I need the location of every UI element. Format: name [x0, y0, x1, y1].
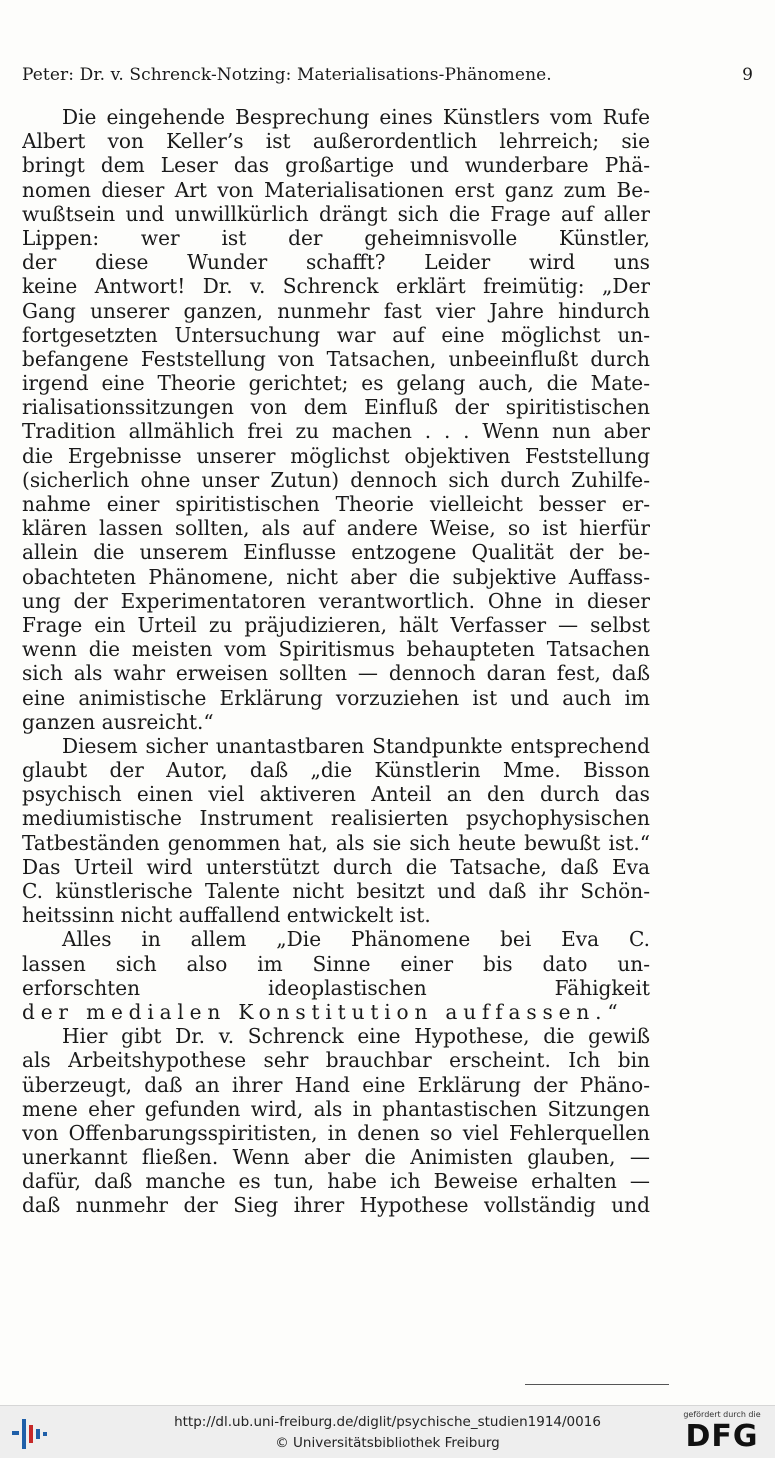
text-line-spaced: der medialen Konstitution auffassen.“ — [22, 999, 624, 1024]
text-line-spaced: erforschten ideoplastischen Fähigkeit — [22, 975, 650, 1000]
text-line: Die eingehende Besprechung eines Künstlers vom Rufe — [62, 105, 650, 129]
text-line: Frage ein Urteil zu präjudizieren, hält Verfasser — selbst — [22, 612, 650, 637]
text-line: eine animistische Erklärung vorzuziehen ist und auch im — [22, 685, 650, 710]
permalink-url[interactable]: http://dl.ub.uni-freiburg.de/diglit/psychische_studien1914/0016 — [174, 1414, 601, 1430]
text-line-spaced: der diese Wunder schafft? Leider wird uns — [22, 250, 650, 275]
text-line: mediumistische Instrument realisierten psychophysischen — [22, 806, 650, 831]
text-line: mene eher gefunden wird, als in phantastischen Sitzungen — [22, 1096, 650, 1121]
text-line: Das Urteil wird unterstützt durch die Tatsache, daß Eva — [22, 854, 650, 879]
text-line: Tradition allmählich frei zu machen . . . Wenn nun aber — [22, 419, 650, 444]
text-line: wenn die meisten vom Spiritismus behaupteten Tatsachen — [22, 637, 650, 662]
text-line: Albert von Keller’s ist außerordentlich lehrreich; sie — [22, 129, 650, 154]
running-header — [22, 62, 753, 88]
text-line-spaced: Lippen: wer ist der geheimnisvolle Künstler, — [22, 225, 650, 250]
text-line: dafür, daß manche es tun, habe ich Beweise erhalten — — [22, 1169, 650, 1194]
text-line: nahme einer spiritistischen Theorie vielleicht besser er- — [22, 492, 650, 516]
text-line: unerkannt fließen. Wenn aber die Animisten glauben, — — [22, 1145, 650, 1170]
dfg-logo — [677, 1410, 767, 1456]
text-line: rialisationssitzungen von dem Einfluß der spiritistischen — [22, 395, 650, 420]
text-line-spaced: lassen sich also im Sinne einer bis dato un- — [22, 951, 650, 976]
text-line: nomen dieser Art von Materialisationen erst ganz zum Be- — [22, 177, 650, 202]
footnote-rule — [525, 1384, 669, 1385]
text-line-spaced: Alles in allem „Die Phänomene bei Eva C. — [62, 927, 650, 952]
text-line: die Ergebnisse unserer möglichst objektiven Feststellung — [22, 443, 650, 468]
text-line: glaubt der Autor, daß „die Künstlerin Mme. Bisson — [22, 758, 650, 783]
text-line: fortgesetzten Untersuchung war auf eine möglichst un- — [22, 322, 650, 347]
text-line: Gang unserer ganzen, nunmehr fast vier Jahre hindurch — [22, 298, 650, 323]
text-line: Hier gibt Dr. v. Schrenck eine Hypothese, die gewiß — [62, 1024, 650, 1049]
text-line: überzeugt, daß an ihrer Hand eine Erklärung der Phäno- — [22, 1072, 650, 1097]
text-line: befangene Feststellung von Tatsachen, unbeeinflußt durch — [22, 346, 650, 371]
text-line: (sicherlich ohne unser Zutun) dennoch sich durch Zuhilfe- — [22, 467, 650, 492]
text-line: ganzen ausreicht.“ — [22, 709, 214, 734]
text-line: als Arbeitshypothese sehr brauchbar erscheint. Ich bin — [22, 1048, 650, 1073]
running-header-title: Peter: Dr. v. Schrenck-Notzing: Materialisations-Phänomene. — [22, 65, 552, 85]
text-line: daß nunmehr der Sieg ihrer Hypothese vollständig und — [22, 1193, 650, 1218]
text-line: psychisch einen viel aktiveren Anteil an den durch das — [22, 782, 650, 807]
copyright-notice: © Universitätsbibliothek Freiburg — [275, 1435, 500, 1451]
text-line: sich als wahr erweisen sollten — dennoch daran fest, daß — [22, 661, 650, 686]
text-line: keine Antwort! Dr. v. Schrenck erklärt freimütig: „Der — [22, 274, 650, 299]
text-line: bringt dem Leser das großartige und wunderbare Phä- — [22, 153, 650, 178]
text-line: obachteten Phänomene, nicht aber die subjektive Auffass- — [22, 564, 650, 589]
text-line: heitssinn nicht auffallend entwickelt ist. — [22, 903, 431, 928]
text-line: Tatbeständen genommen hat, als sie sich heute bewußt ist.“ — [22, 830, 650, 855]
text-line: wußtsein und unwillkürlich drängt sich die Frage auf aller — [22, 201, 650, 226]
text-line: ung der Experimentatoren verantwortlich. Ohne in dieser — [22, 588, 650, 613]
dfg-logo-text: DFG — [685, 1419, 759, 1454]
dfg-funding-note: gefördert durch die — [683, 1410, 761, 1419]
text-line: C. künstlerische Talente nicht besitzt und daß ihr Schön- — [22, 879, 650, 903]
text-line: irgend eine Theorie gerichtet; es gelang auch, die Mate- — [22, 371, 650, 396]
text-line: Diesem sicher unantastbaren Standpunkte entsprechend — [62, 733, 650, 758]
text-line: von Offenbarungsspiritisten, in denen so viel Fehlerquellen — [22, 1120, 650, 1145]
body-text — [22, 105, 650, 1218]
viewer-footer — [0, 1405, 775, 1458]
text-line: allein die unserem Einflusse entzogene Qualität der be- — [22, 540, 650, 565]
page-number: 9 — [742, 65, 753, 85]
text-line: klären lassen sollten, als auf andere Weise, so ist hierfür — [22, 516, 650, 541]
